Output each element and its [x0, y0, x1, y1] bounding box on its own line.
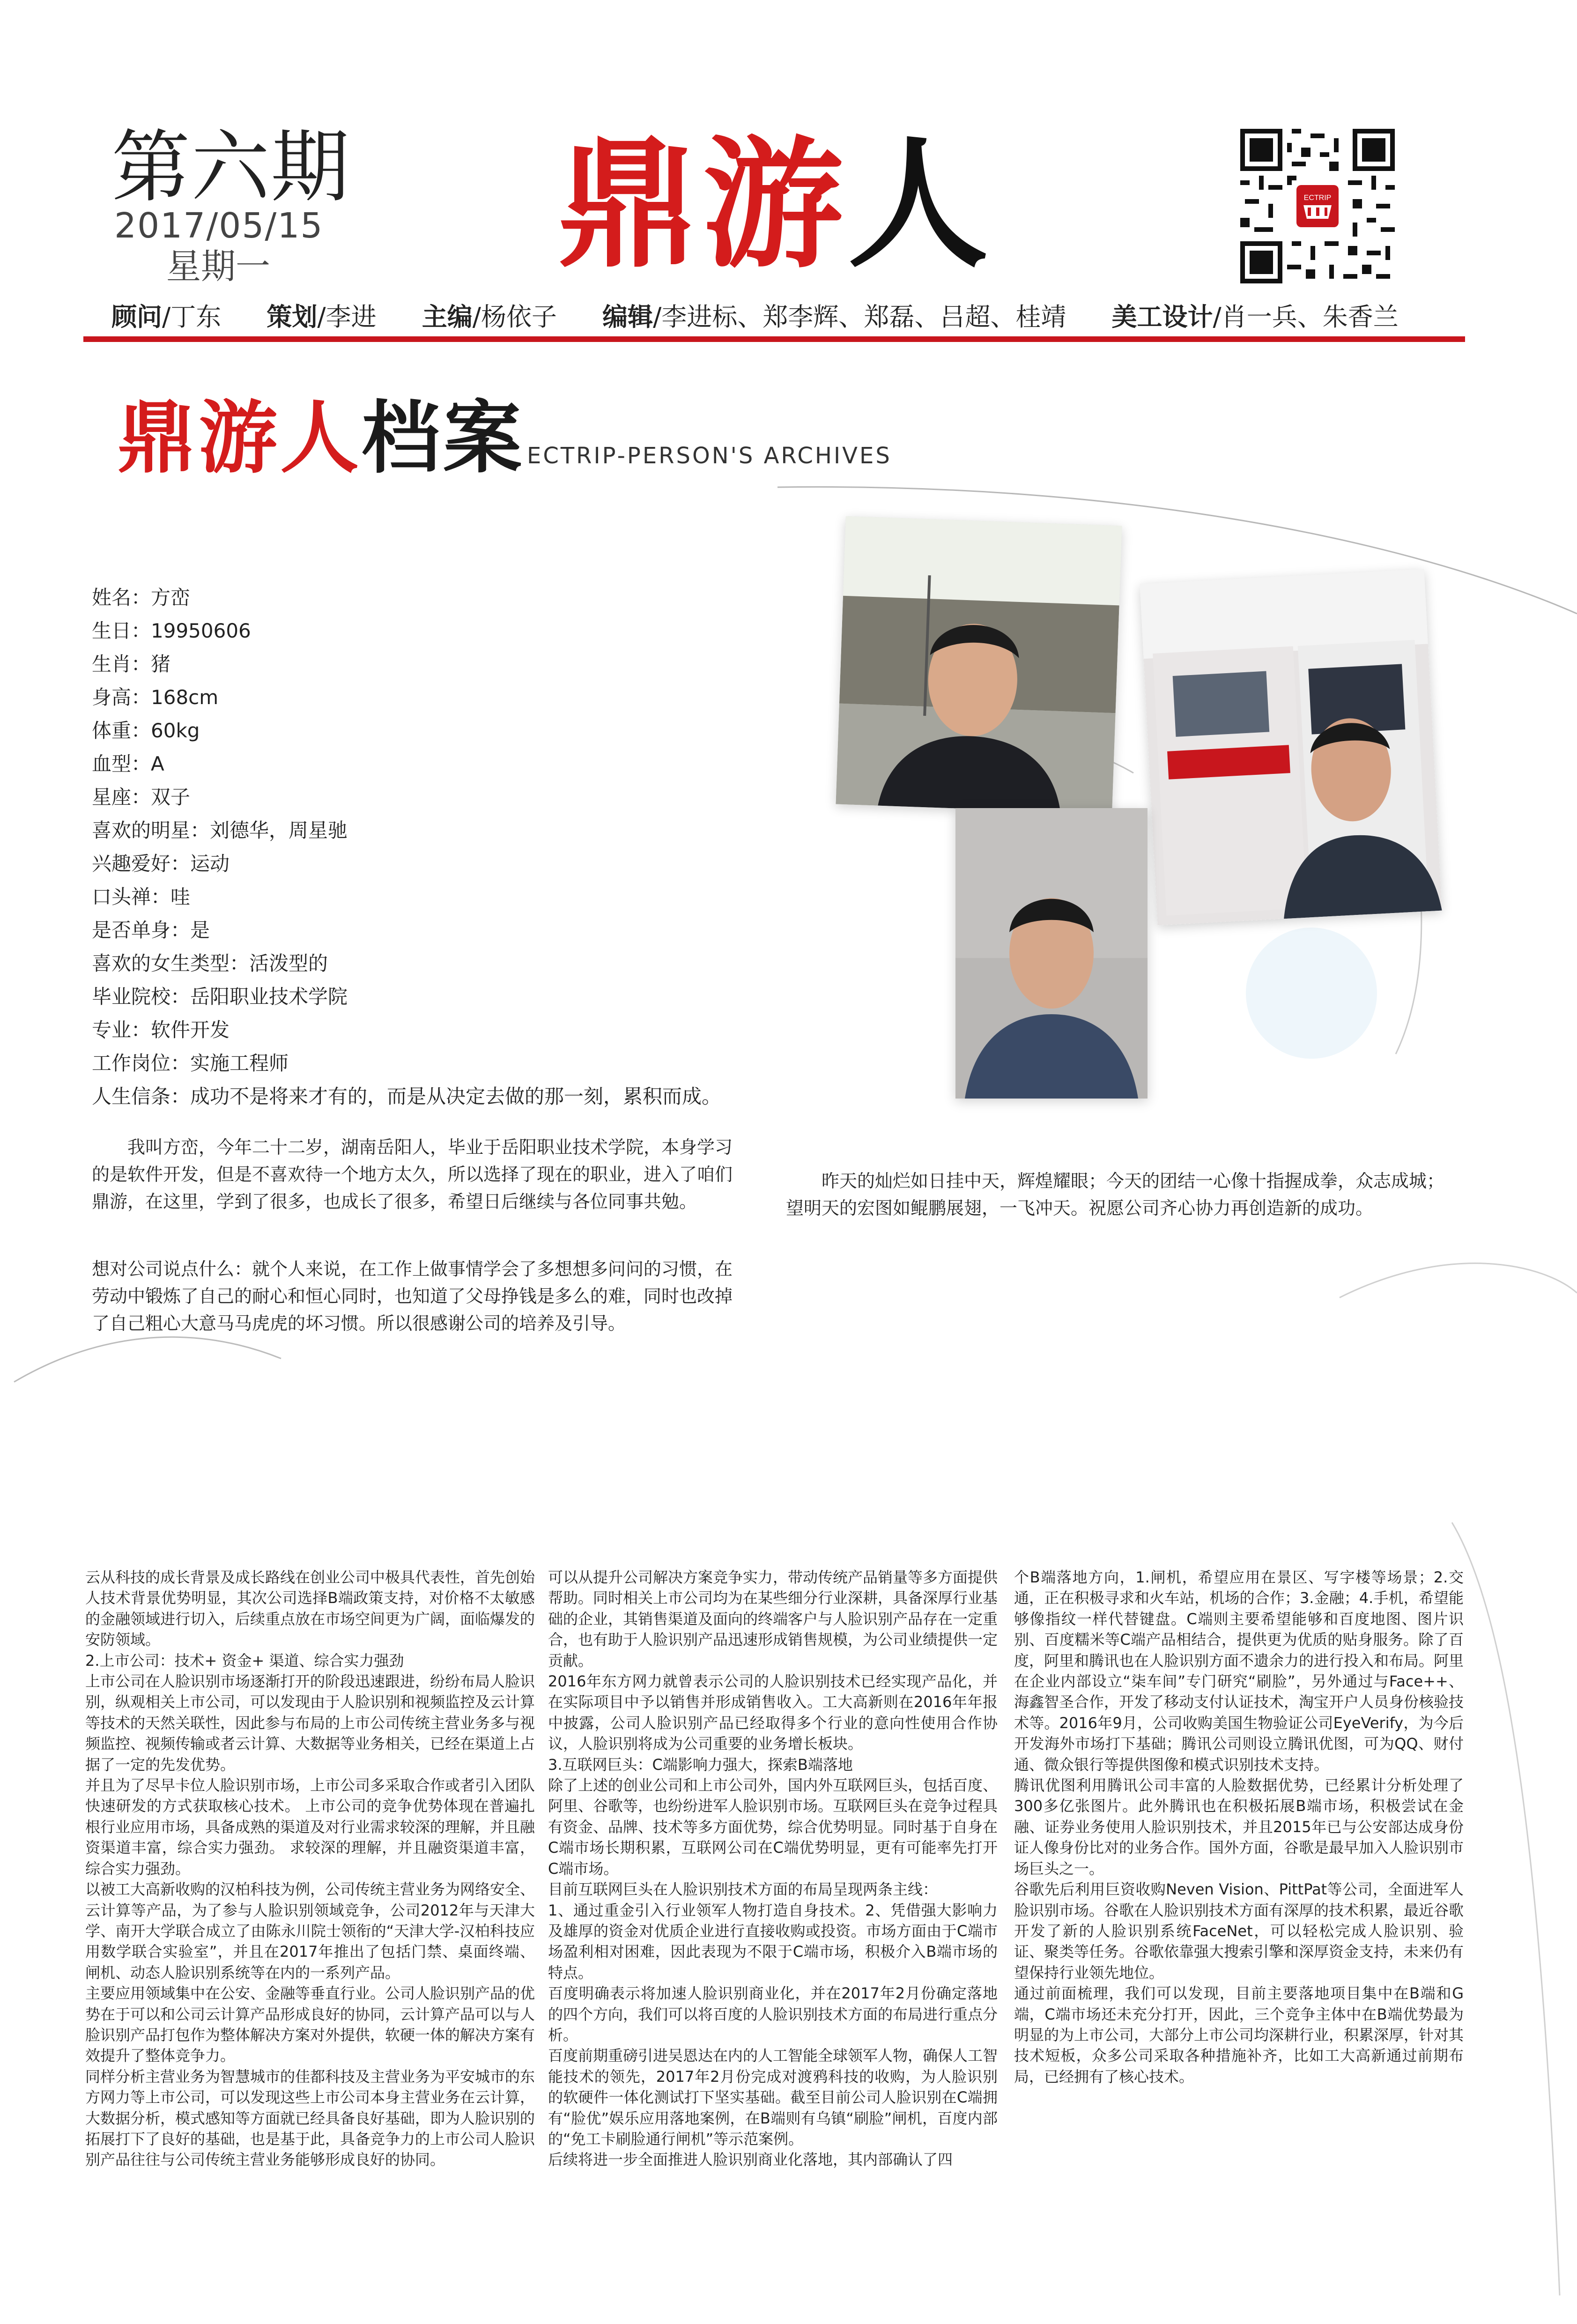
col3-paragraph: 谷歌先后利用巨资收购Neven Vision、PittPat等公司，全面进军人脸识别市场。谷歌在人脸识别技术方面有深厚的技术积累，最近谷歌开发了新的人脸识别系统FaceNet，可以轻松完成人脸识别、验证、聚类等任务。谷歌依靠强大搜索引擎和深厚资金支持，未来仍有望保持行业领先地位。 — [1014, 1880, 1464, 1982]
qr-brand-text: ECTRIP — [1303, 194, 1332, 202]
col1-paragraph: 并且为了尽早卡位人脸识别市场，上市公司多采取合作或者引入团队快速研发的方式获取核心技术。 上市公司的竞争优势体现在普遍扎根行业应用市场，具备成熟的渠道及对行业需求较深的理解，并且融资渠道丰富，综合实力强劲。 求较深的理解，并且融资渠道丰富，综合实力强劲。 — [85, 1776, 535, 1878]
profile-name: 姓名：方峦 — [92, 586, 191, 609]
profile-single: 是否单身：是 — [92, 919, 210, 942]
masthead-logo — [557, 123, 993, 287]
issue-weekday: 星期一 — [166, 246, 270, 287]
portrait-image-1 — [836, 516, 1122, 814]
section-title-black: 档案 — [362, 392, 525, 484]
portrait-photo-2 — [1140, 569, 1442, 926]
section-title-red: 鼎游人 — [117, 392, 362, 484]
article-column-1 — [85, 1567, 535, 2170]
credit-planner: 策划/李进 — [267, 302, 377, 332]
profile-list — [92, 581, 818, 1113]
logo-char-2: 游 — [703, 123, 848, 287]
section-title — [117, 394, 525, 483]
logo-char-3: 人 — [848, 123, 993, 287]
section-subtitle: ECTRIP-PERSON'S ARCHIVES — [527, 443, 892, 469]
portrait-photo-1 — [836, 516, 1122, 814]
col1-paragraph: 主要应用领域集中在公安、金融等垂直行业。公司人脸识别产品的优势在于可以和公司云计算产品形成良好的协同，云计算产品可以与人脸识别产品打包作为整体解决方案对外提供，软硬一体的解决方案有效提升了整体竞争力。 — [85, 1984, 535, 2065]
article-column-2 — [548, 1567, 998, 2170]
portrait-image-3 — [955, 808, 1148, 1099]
col2-paragraph: 1、通过重金引入行业领军人物打造自身技术。2、凭借强大影响力及雄厚的资金对优质企业进行直接收购或投资。市场方面由于C端市场盈利相对困难，因此表现为不限于C端市场，积极介入B端市场的特点。 — [548, 1901, 998, 1982]
profile-school: 毕业院校：岳阳职业技术学院 — [92, 985, 348, 1008]
blessing-paragraph: 昨天的灿烂如日挂中天，辉煌耀眼；今天的团结一心像十指握成拳，众志成城；望明天的宏图如鲲鹏展翅，一飞冲天。祝愿公司齐心协力再创造新的成功。 — [786, 1171, 1445, 1218]
col2-paragraph: 3.互联网巨头：C端影响力强大，探索B端落地 — [548, 1755, 853, 1774]
profile-zodiac-animal: 生肖：猪 — [92, 653, 171, 676]
credit-advisor: 顾问/丁东 — [111, 302, 222, 332]
col2-paragraph: 除了上述的创业公司和上市公司外，国内外互联网巨头，包括百度、阿里、谷歌等，也纷纷进军人脸识别市场。互联网巨头在竞争过程具有资金、品牌、技术等多方面优势，综合优势明显。同时基于自身在C端市场长期积累，互联网公司在C端优势明显，更有可能率先打开C端市场。 — [548, 1776, 998, 1878]
portrait-photo-3 — [955, 808, 1148, 1099]
profile-blood-type: 血型：A — [92, 752, 164, 775]
col2-paragraph: 百度明确表示将加速人脸识别商业化，并在2017年2月份确定落地的四个方向，我们可以将百度的人脸识别技术方面的布局进行重点分析。 — [548, 1984, 998, 2044]
intro-paragraph: 我叫方峦，今年二十二岁，湖南岳阳人，毕业于岳阳职业技术学院，本身学习的是软件开发，但是不喜欢待一个地方太久，所以选择了现在的职业，进入了咱们鼎游，在这里，学到了很多，也成长了很多，希望日后继续与各位同事共勉。 — [92, 1137, 733, 1212]
credit-design: 美工设计/肖一兵、朱香兰 — [1111, 302, 1399, 332]
profile-hobbies: 兴趣爱好：运动 — [92, 852, 230, 875]
col2-paragraph: 百度前期重磅引进吴恩达在内的人工智能全球领军人物，确保人工智能技术的领先，2017年2月份完成对渡鸦科技的收购，为人脸识别的软硬件一体化测试打下坚实基础。截至目前公司人脸识别在C端拥有“脸优”娱乐应用落地案例，在B端则有乌镇“刷脸”闸机，百度内部的“免工卡刷脸通行闸机”等示范案例。 — [548, 2047, 998, 2148]
profile-star-sign: 星座：双子 — [92, 786, 191, 809]
article-column-3 — [1014, 1567, 1464, 2087]
col3-paragraph: 通过前面梳理，我们可以发现，目前主要落地项目集中在B端和G端，C端市场还未充分打开，因此，三个竞争主体中在B端优势最为明显的为上市公司，大部分上市公司均深耕行业，积累深厚，针对其技术短板，众多公司采取各种措施补齐，比如工大高新通过前期布局，已经拥有了核心技术。 — [1014, 1984, 1464, 2086]
portrait-image-2 — [1140, 569, 1442, 926]
profile-catchphrase: 口头禅：哇 — [92, 885, 191, 908]
issue-date: 2017/05/15 — [114, 206, 324, 246]
qr-code[interactable] — [1240, 129, 1395, 283]
col3-paragraph: 腾讯优图利用腾讯公司丰富的人脸数据优势，已经累计分析处理了300多亿张图片。此外腾讯也在积极拓展B端市场，积极尝试在金融、证券业务使用人脸识别技术，并且2015年已与公安部达成身份证人像身份比对的业务合作。国外方面，谷歌是最早加入人脸识别市场巨头之一。 — [1014, 1776, 1464, 1878]
profile-major: 专业：软件开发 — [92, 1018, 230, 1041]
col1-paragraph: 2.上市公司：技术+ 资金+ 渠道、综合实力强劲 — [85, 1651, 404, 1670]
profile-height: 身高：168cm — [92, 686, 219, 709]
col2-paragraph: 可以从提升公司解决方案竞争实力，带动传统产品销量等多方面提供帮助。同时相关上市公司均为在某些细分行业深耕，具备深厚行业基础的企业，其销售渠道及面向的终端客户与人脸识别产品存在一定重合，也有助于人脸识别产品迅速形成销售规模，为公司业绩提供一定贡献。 — [548, 1568, 998, 1670]
col2-paragraph: 2016年东方网力就曾表示公司的人脸识别技术已经实现产品化，并在实际项目中予以销售并形成销售收入。工大高新则在2016年年报中披露，公司人脸识别产品已经取得多个行业的意向性使用合作协议，人脸识别将成为公司重要的业务增长板块。 — [548, 1672, 998, 1753]
to-company-paragraph: 想对公司说点什么：就个人来说，在工作上做事情学会了多想想多问问的习惯，在劳动中锻炼了自己的耐心和恒心同时，也知道了父母挣钱是多么的难，同时也改掉了自己粗心大意马马虎虎的坏习惯。所以很感谢公司的培养及引导。 — [92, 1259, 733, 1334]
profile-weight: 体重：60kg — [92, 719, 200, 742]
profile-birthday: 生日：19950606 — [92, 619, 251, 642]
col1-paragraph: 上市公司在人脸识别市场逐渐打开的阶段迅速跟进，纷纷布局人脸识别，纵观相关上市公司，可以发现由于人脸识别和视频监控及云计算等技术的天然关联性，因此参与布局的上市公司传统主营业务多与视频监控、视频传输或者云计算、大数据等业务相关，已经在渠道上占据了一定的先发优势。 — [85, 1672, 535, 1774]
profile-favorite-stars: 喜欢的明星：刘德华，周星驰 — [92, 819, 348, 842]
header-rule — [83, 336, 1465, 342]
qr-code-graphic — [1240, 129, 1395, 283]
issue-number: 第六期 — [111, 121, 350, 213]
col2-paragraph: 后续将进一步全面推进人脸识别商业化落地，其内部确认了四 — [548, 2151, 953, 2169]
profile-position: 工作岗位：实施工程师 — [92, 1052, 289, 1075]
col3-paragraph: 个B端落地方向，1.闸机，希望应用在景区、写字楼等场景；2.交通，正在积极寻求和火车站，机场的合作；3.金融；4.手机，希望能够像指纹一样代替键盘。C端则主要希望能够和百度地图、图片识别、百度糯米等C端产品相结合，提供更为优质的贴身服务。除了百度，阿里和腾讯也在人脸识别方面不遗余力的进行投入和布局。阿里在企业内部设立“柒车间”专门研究“刷脸”，另外通过与Face++、海鑫智圣合作，开发了移动支付认证技术，淘宝开户人员身份核验技术等。2016年9月，公司收购美国生物验证公司EyeVerify，为今后开发海外市场打下基础；腾讯公司则设立腾讯优图，可为QQ、财付通、微众银行等提供图像和模式识别技术支持。 — [1014, 1568, 1464, 1774]
col1-paragraph: 云从科技的成长背景及成长路线在创业公司中极具代表性，首先创始人技术背景优势明显，其次公司选择B端政策支持，对价格不太敏感的金融领域进行切入，后续重点放在市场空间更为广阔，面临爆发的安防领域。 — [85, 1568, 535, 1649]
profile-motto: 人生信条：成功不是将来才有的，而是从决定去做的那一刻，累积而成。 — [92, 1085, 722, 1108]
col2-paragraph: 目前互联网巨头在人脸识别技术方面的布局呈现两条主线： — [548, 1880, 938, 1899]
logo-char-1: 鼎 — [557, 123, 703, 287]
col1-paragraph: 以被工大高新收购的汉柏科技为例，公司传统主营业务为网络安全、云计算等产品，为了参与人脸识别领域竞争，公司2012年与天津大学、南开大学联合成立了由陈永川院士领衔的“天津大学-汉柏科技应用数学联合实验室”，并且在2017年推出了包括门禁、桌面终端、闸机、动态人脸识别系统等在内的一系列产品。 — [85, 1880, 535, 1982]
credits-line — [111, 301, 1460, 334]
credit-chief-editor: 主编/杨依子 — [422, 302, 557, 332]
credit-editors: 编辑/李进标、郑李辉、郑磊、吕超、桂靖 — [602, 302, 1066, 332]
col1-paragraph: 同样分析主营业务为智慧城市的佳都科技及主营业务为平安城市的东方网力等上市公司，可以发现这些上市公司本身主营业务在云计算，大数据分析，模式感知等方面就已经具备良好基础，即为人脸识别的拓展打下了良好的基础，也是基于此，具备竞争力的上市公司人脸识别产品往往与公司传统主营业务能够形成良好的协同。 — [85, 2067, 535, 2169]
profile-ideal-type: 喜欢的女生类型：活泼型的 — [92, 952, 328, 975]
